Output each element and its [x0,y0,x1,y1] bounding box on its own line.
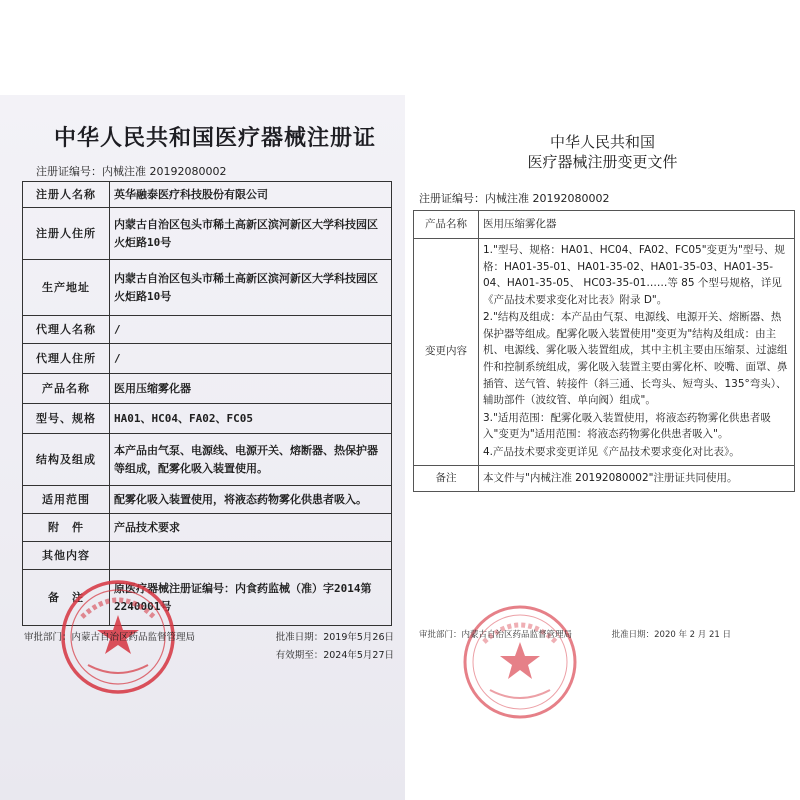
table-row [414,239,795,466]
table-row [23,344,392,374]
certificate-footer [24,629,394,665]
row-label: 适用范围 [23,486,110,514]
certificate-title: 中华人民共和国医疗器械注册证 [53,126,376,151]
row-label: 代理人名称 [23,316,110,344]
table-row [414,465,795,491]
title-line-2: 医疗器械注册变更文件 [527,153,678,171]
row-label: 附 件 [23,514,110,542]
row-value: / [110,344,392,374]
table-row [23,542,392,570]
registration-certificate [0,95,405,800]
row-label: 备注 [414,465,479,491]
row-label: 产品名称 [414,211,479,239]
title-line-1: 中华人民共和国 [549,133,655,151]
row-label: 代理人住所 [23,344,110,374]
row-label: 注册人名称 [23,182,110,208]
row-label: 备 注 [23,570,110,626]
row-value: 内蒙古自治区包头市稀土高新区滨河新区大学科技园区火炬路10号 [110,208,392,260]
row-label: 型号、规格 [23,404,110,434]
change-document [405,110,800,800]
row-value: 配雾化吸入装置使用，将液态药物雾化供患者吸入。 [110,486,392,514]
row-value: 产品技术要求 [110,514,392,542]
row-label: 变更内容 [414,239,479,466]
change-doc-title [405,132,800,172]
table-row [23,316,392,344]
row-value: 英华融泰医疗科技股份有限公司 [110,182,392,208]
table-row [23,434,392,486]
approver-text: 审批部门：内蒙古自治区药品监督管理局 [24,632,196,643]
certificate-reg-no: 注册证编号：内械注准 20192080002 [36,165,227,178]
row-value: 内蒙古自治区包头市稀土高新区滨河新区大学科技园区火炬路10号 [110,260,392,316]
change-table [413,210,795,492]
row-value: 本文件与"内械注准 20192080002"注册证共同使用。 [479,465,795,491]
table-row [414,211,795,239]
approval-date: 批准日期：2019年5月26日 [275,632,394,643]
table-row [23,374,392,404]
change-doc-reg-no: 注册证编号：内械注准 20192080002 [419,192,610,205]
row-label: 生产地址 [23,260,110,316]
official-seal-icon [460,602,580,722]
table-row [23,404,392,434]
row-label: 产品名称 [23,374,110,404]
row-value: HA01、HC04、FA02、FC05 [110,404,392,434]
row-value: 医用压缩雾化器 [110,374,392,404]
change-item: 1."型号、规格：HA01、HC04、FA02、FC05"变更为"型号、规格：HA01-35-01、HA01-35-02、HA01-35-03、HA01-35-04、HA01-35-05、 HC03-35-01……等 85 个型号规格，详见《产品技术要求变化对比表》附录 D"。 [483,244,785,306]
change-item: 3."适用范围：配雾化吸入装置使用，将液态药物雾化供患者吸入"变更为"适用范围：将液态药物雾化供患者吸入"。 [483,411,771,441]
table-row [23,182,392,208]
table-row [23,208,392,260]
row-value: 医用压缩雾化器 [479,211,795,239]
change-item: 4.产品技术要求变更详见《产品技术要求变化对比表》。 [483,445,740,458]
valid-until: 有效期至：2024年5月27日 [275,650,394,661]
certificate-table [22,181,392,626]
change-content [479,239,795,466]
table-row [23,514,392,542]
approver-text: 审批部门：内蒙古自治区药品监督管理局 [419,630,573,640]
row-value: 本产品由气泵、电源线、电源开关、熔断器、热保护器等组成，配雾化吸入装置使用。 [110,434,392,486]
row-label: 结构及组成 [23,434,110,486]
row-label: 注册人住所 [23,208,110,260]
row-value: / [110,316,392,344]
change-doc-footer [419,628,791,640]
row-label: 其他内容 [23,542,110,570]
row-value [110,542,392,570]
approval-date: 批准日期：2020 年 2 月 21 日 [611,630,731,640]
change-item: 2."结构及组成：本产品由气泵、电源线、电源开关、熔断器、热保护器等组成。配雾化吸入装置使用"变更为"结构及组成：由主机、电源线、雾化吸入装置组成，其中主机主要由压缩泵、过滤组件和控制系统组成，雾化吸入装置主要由雾化杯、咬嘴、面罩、鼻插管、送气管、转接件（斜三通、长弯头、短弯头、135°弯头）、辅助部件（波纹管、单向阀）组成"。 [483,311,788,407]
table-row [23,486,392,514]
table-row [23,260,392,316]
row-value: 原医疗器械注册证编号：内食药监械（准）字2014第2240001号 [110,570,392,626]
